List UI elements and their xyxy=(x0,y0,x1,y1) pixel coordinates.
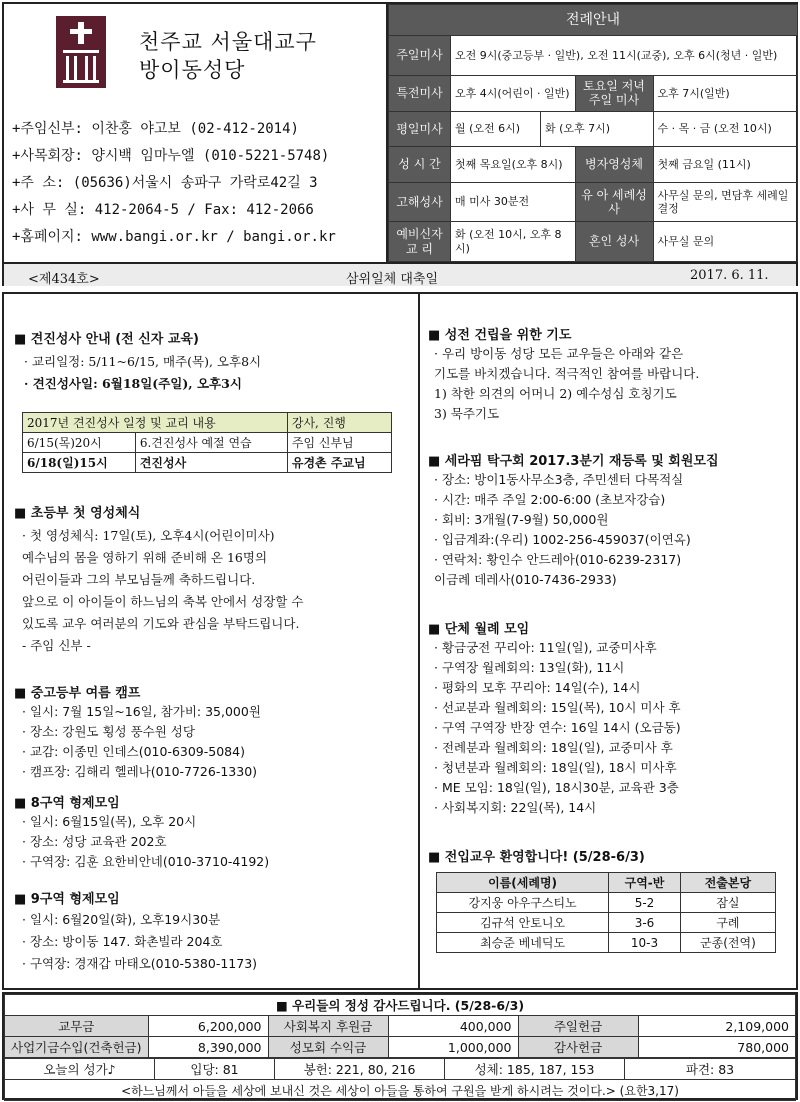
hymns-label: 오늘의 성가♪ xyxy=(5,1059,155,1080)
table-cell: 견진성사 xyxy=(135,453,287,473)
prayer-line: 1) 착한 의견의 어머니 2) 예수성심 호칭기도 xyxy=(434,386,677,401)
issue-bar xyxy=(4,262,796,286)
table-cell: 3-6 xyxy=(609,913,681,933)
table-tennis-line: · 장소: 방이1동사무소3층, 주민센터 다목적실 xyxy=(434,472,684,487)
catechism-time: 화 (오전 10시, 오후 8시) xyxy=(451,222,576,262)
table-cell: 10-3 xyxy=(609,933,681,953)
table-cell: 최승준 베네딕도 xyxy=(437,933,609,953)
sick-communion-label: 병자영성체 xyxy=(575,147,653,183)
table-row xyxy=(437,893,776,913)
vigil-mass-label: 특전미사 xyxy=(389,76,451,112)
group-meeting-line: · 전례분과 월례회의: 18일(일), 교중미사 후 xyxy=(434,740,673,755)
welcome-header-cell: 전출본당 xyxy=(680,873,775,893)
first-communion-line: 앞으로 이 아이들이 하느님의 축복 안에서 성장할 수 xyxy=(22,594,304,609)
saturday-mass-label: 토요일 저녁 주일 미사 xyxy=(575,76,653,112)
table-cell: 6/18(일)15시 xyxy=(23,453,136,473)
confirmation-schedule-table xyxy=(22,412,392,473)
summer-camp-line: · 일시: 7월 15일~16일, 참가비: 35,000원 xyxy=(22,704,261,719)
liturgy-schedule-table xyxy=(386,4,798,262)
first-communion-line: · 첫 영성체식: 17일(토), 오후4시(어린이미사) xyxy=(22,528,275,543)
table-row xyxy=(437,913,776,933)
offering-label: 사업기금수입(건축헌금) xyxy=(5,1037,149,1058)
offering-amount: 1,000,000 xyxy=(388,1037,518,1058)
table-cell: 강지웅 아우구스티노 xyxy=(437,893,609,913)
offering-label: 주일헌금 xyxy=(518,1016,638,1037)
group-meeting-line: · 선교분과 월례회의: 15일(목), 10시 미사 후 xyxy=(434,700,681,715)
summer-camp-title: ■ 중고등부 여름 캠프 xyxy=(14,686,141,701)
district9-line: · 장소: 방이동 147. 화촌빌라 204호 xyxy=(22,934,223,949)
welcome-header-cell: 이름(세례명) xyxy=(437,873,609,893)
parish-info-panel xyxy=(4,4,386,262)
council-info: +사목회장: 양시백 임마누엘 (010-5221-5748) xyxy=(12,148,330,164)
confession-label: 고해성사 xyxy=(389,182,451,222)
catechism-label: 예비신자 교 리 xyxy=(389,222,451,262)
saturday-mass-times: 오후 7시(일반) xyxy=(653,76,797,112)
sunday-mass-label: 주일미사 xyxy=(389,36,451,76)
table-cell: 잠실 xyxy=(680,893,775,913)
offering-label: 성모회 수익금 xyxy=(268,1037,388,1058)
summer-camp-line: · 캠프장: 김해리 헬레나(010-7726-1330) xyxy=(22,764,258,779)
feast-name: 삼위일체 대축일 xyxy=(346,272,439,287)
address-info: +주 소: (05636)서울시 송파구 가락로42길 3 xyxy=(12,175,318,191)
welcome-title: ■ 전입교우 환영합니다! (5/28-6/3) xyxy=(428,850,645,865)
offering-amount: 400,000 xyxy=(388,1016,518,1037)
vigil-mass-times: 오후 4시(어린이 · 일반) xyxy=(451,76,576,112)
hymn-communion: 성체: 185, 187, 153 xyxy=(445,1059,625,1080)
holy-hour-label: 성 시 간 xyxy=(389,147,451,183)
district8-line: · 일시: 6월15일(목), 오후 20시 xyxy=(22,814,197,829)
offering-amount: 780,000 xyxy=(638,1037,795,1058)
summer-camp-line: · 장소: 강원도 횡성 풍수원 성당 xyxy=(22,724,195,739)
table-cell: 유경촌 주교님 xyxy=(287,453,391,473)
group-meeting-line: · 청년분과 월례회의: 18일(일), 18시 미사후 xyxy=(434,760,677,775)
district9-line: · 구역장: 경재갑 마태오(010-5380-1173) xyxy=(22,956,258,971)
table-cell: 구례 xyxy=(680,913,775,933)
issue-date: 2017. 6. 11. xyxy=(690,268,769,283)
office-info: +사 무 실: 412-2064-5 / Fax: 412-2066 xyxy=(12,202,314,218)
scripture-quote: <하느님께서 아들을 세상에 보내신 것은 세상이 아들을 통하여 구원을 받게 하시려는 것이다.> (요한3,17) xyxy=(5,1080,796,1101)
table-cell: 6.견진성사 예절 연습 xyxy=(135,433,287,453)
offering-amount: 8,390,000 xyxy=(148,1037,268,1058)
sunday-mass-times: 오전 9시(중고등부 · 일반), 오전 11시(교중), 오후 6시(청년 · 일반) xyxy=(451,36,798,76)
table-cell: 2017년 견진성사 일정 및 교리 내용 xyxy=(23,413,288,433)
welcome-header-cell: 구역-반 xyxy=(609,873,681,893)
prayer-line: · 우리 방이동 성당 모든 교우들은 아래와 같은 xyxy=(434,346,684,361)
offering-amount: 2,109,000 xyxy=(638,1016,795,1037)
prayer-line: 기도를 바치겠습니다. 적극적인 참여를 바랍니다. xyxy=(434,366,700,381)
offering-amount: 6,200,000 xyxy=(148,1016,268,1037)
sick-communion-time: 첫째 금요일 (11시) xyxy=(653,147,797,183)
table-tennis-line: · 입금계좌:(우리) 1002-256-459037(이연옥) xyxy=(434,532,691,547)
offering-label: 사회복지 후원금 xyxy=(268,1016,388,1037)
weekday-mass-tue: 화 (오후 7시) xyxy=(541,111,654,147)
bulletin-header xyxy=(2,2,798,286)
table-row xyxy=(437,933,776,953)
district8-line: · 장소: 성당 교육관 202호 xyxy=(22,834,167,849)
first-communion-line: 어린이들과 그의 부모님들께 축하드립니다. xyxy=(22,572,256,587)
group-meeting-line: · 구역장 월례회의: 13일(화), 11시 xyxy=(434,660,625,675)
district8-line: · 구역장: 김훈 요한비안네(010-3710-4192) xyxy=(22,854,270,869)
prayer-title: ■ 성전 건립을 위한 기도 xyxy=(428,328,572,343)
prayer-line: 3) 묵주기도 xyxy=(434,406,500,421)
group-meeting-line: · ME 모임: 18일(일), 18시30분, 교육관 3층 xyxy=(434,780,679,795)
confirmation-line: · 견진성사일: 6월18일(주일), 오후3시 xyxy=(24,376,242,391)
confirmation-title: ■ 견진성사 안내 (전 신자 교육) xyxy=(14,332,199,347)
schedule-title: 전례안내 xyxy=(389,5,798,36)
pastor-info: +주임신부: 이찬홍 야고보 (02-412-2014) xyxy=(12,121,299,137)
first-communion-line: - 주임 신부 - xyxy=(22,638,91,653)
infant-baptism-info: 사무실 문의, 면담후 세례일 결정 xyxy=(653,182,797,222)
group-meeting-line: · 구역 구역장 반장 연수: 16일 14시 (오금동) xyxy=(434,720,681,735)
offering-title: ■ 우리들의 정성 감사드립니다. (5/28-6/3) xyxy=(5,995,796,1016)
table-tennis-line: 이금례 데레사(010-7436-2933) xyxy=(434,572,617,587)
table-tennis-line: · 시간: 매주 주일 2:00-6:00 (초보자강습) xyxy=(434,492,666,507)
offering-label: 교무금 xyxy=(5,1016,149,1037)
table-tennis-title: ■ 세라핌 탁구회 2017.3분기 재등록 및 회원모집 xyxy=(428,454,719,469)
wedding-label: 혼인 성사 xyxy=(575,222,653,262)
group-meeting-line: · 평화의 모후 꾸리아: 14일(수), 14시 xyxy=(434,680,641,695)
group-meetings-title: ■ 단체 월례 모임 xyxy=(428,622,530,637)
welcome-table xyxy=(436,872,776,953)
parish-diocese: 천주교 서울대교구 xyxy=(139,30,317,54)
weekday-mass-wed-fri: 수 · 목 · 금 (오전 10시) xyxy=(653,111,797,147)
parish-name: 방이동성당 xyxy=(139,58,246,82)
table-cell: 김규석 안토니오 xyxy=(437,913,609,933)
district8-title: ■ 8구역 형제모임 xyxy=(14,796,120,811)
group-meeting-line: · 황금궁전 꾸리아: 11일(일), 교중미사후 xyxy=(434,640,657,655)
first-communion-title: ■ 초등부 첫 영성체식 xyxy=(14,506,141,521)
first-communion-line: 있도록 교우 여러분의 기도와 관심을 부탁드립니다. xyxy=(22,616,300,631)
table-cell: 6/15(목)20시 xyxy=(23,433,136,453)
hymn-offertory: 봉헌: 221, 80, 216 xyxy=(275,1059,445,1080)
district9-title: ■ 9구역 형제모임 xyxy=(14,892,120,907)
hymn-entrance: 입당: 81 xyxy=(155,1059,275,1080)
table-cell: 주임 신부님 xyxy=(287,433,391,453)
group-meeting-line: · 사회복지회: 22일(목), 14시 xyxy=(434,800,597,815)
weekday-mass-mon: 월 (오전 6시) xyxy=(451,111,541,147)
confirmation-line: · 교리일정: 5/11~6/15, 매주(목), 오후8시 xyxy=(24,354,262,369)
summer-camp-line: · 교감: 이종민 인데스(010-6309-5084) xyxy=(22,744,245,759)
bulletin-body xyxy=(2,292,798,990)
weekday-mass-label: 평일미사 xyxy=(389,111,451,147)
issue-number: <제434호> xyxy=(28,272,100,287)
confession-time: 매 미사 30분전 xyxy=(451,182,576,222)
table-cell: 5-2 xyxy=(609,893,681,913)
offering-footer xyxy=(2,992,798,1100)
table-tennis-line: · 회비: 3개월(7-9월) 50,000원 xyxy=(434,512,609,527)
offering-label: 감사헌금 xyxy=(518,1037,638,1058)
table-cell: 강사, 진행 xyxy=(287,413,391,433)
first-communion-line: 예수님의 몸을 영하기 위해 준비해 온 16명의 xyxy=(22,550,268,565)
table-cell: 군종(전역) xyxy=(680,933,775,953)
holy-hour-time: 첫째 목요일(오후 8시) xyxy=(451,147,576,183)
column-divider xyxy=(418,294,420,988)
hymn-recessional: 파견: 83 xyxy=(625,1059,796,1080)
district9-line: · 일시: 6월20일(화), 오후19시30분 xyxy=(22,912,221,927)
infant-baptism-label: 유 아 세례성사 xyxy=(575,182,653,222)
homepage-info: +홈페이지: www.bangi.or.kr / bangi.or.kr xyxy=(12,229,336,245)
wedding-info: 사무실 문의 xyxy=(653,222,797,262)
parish-logo xyxy=(56,16,106,88)
table-tennis-line: · 연락처: 황인수 안드레아(010-6239-2317) xyxy=(434,552,682,567)
